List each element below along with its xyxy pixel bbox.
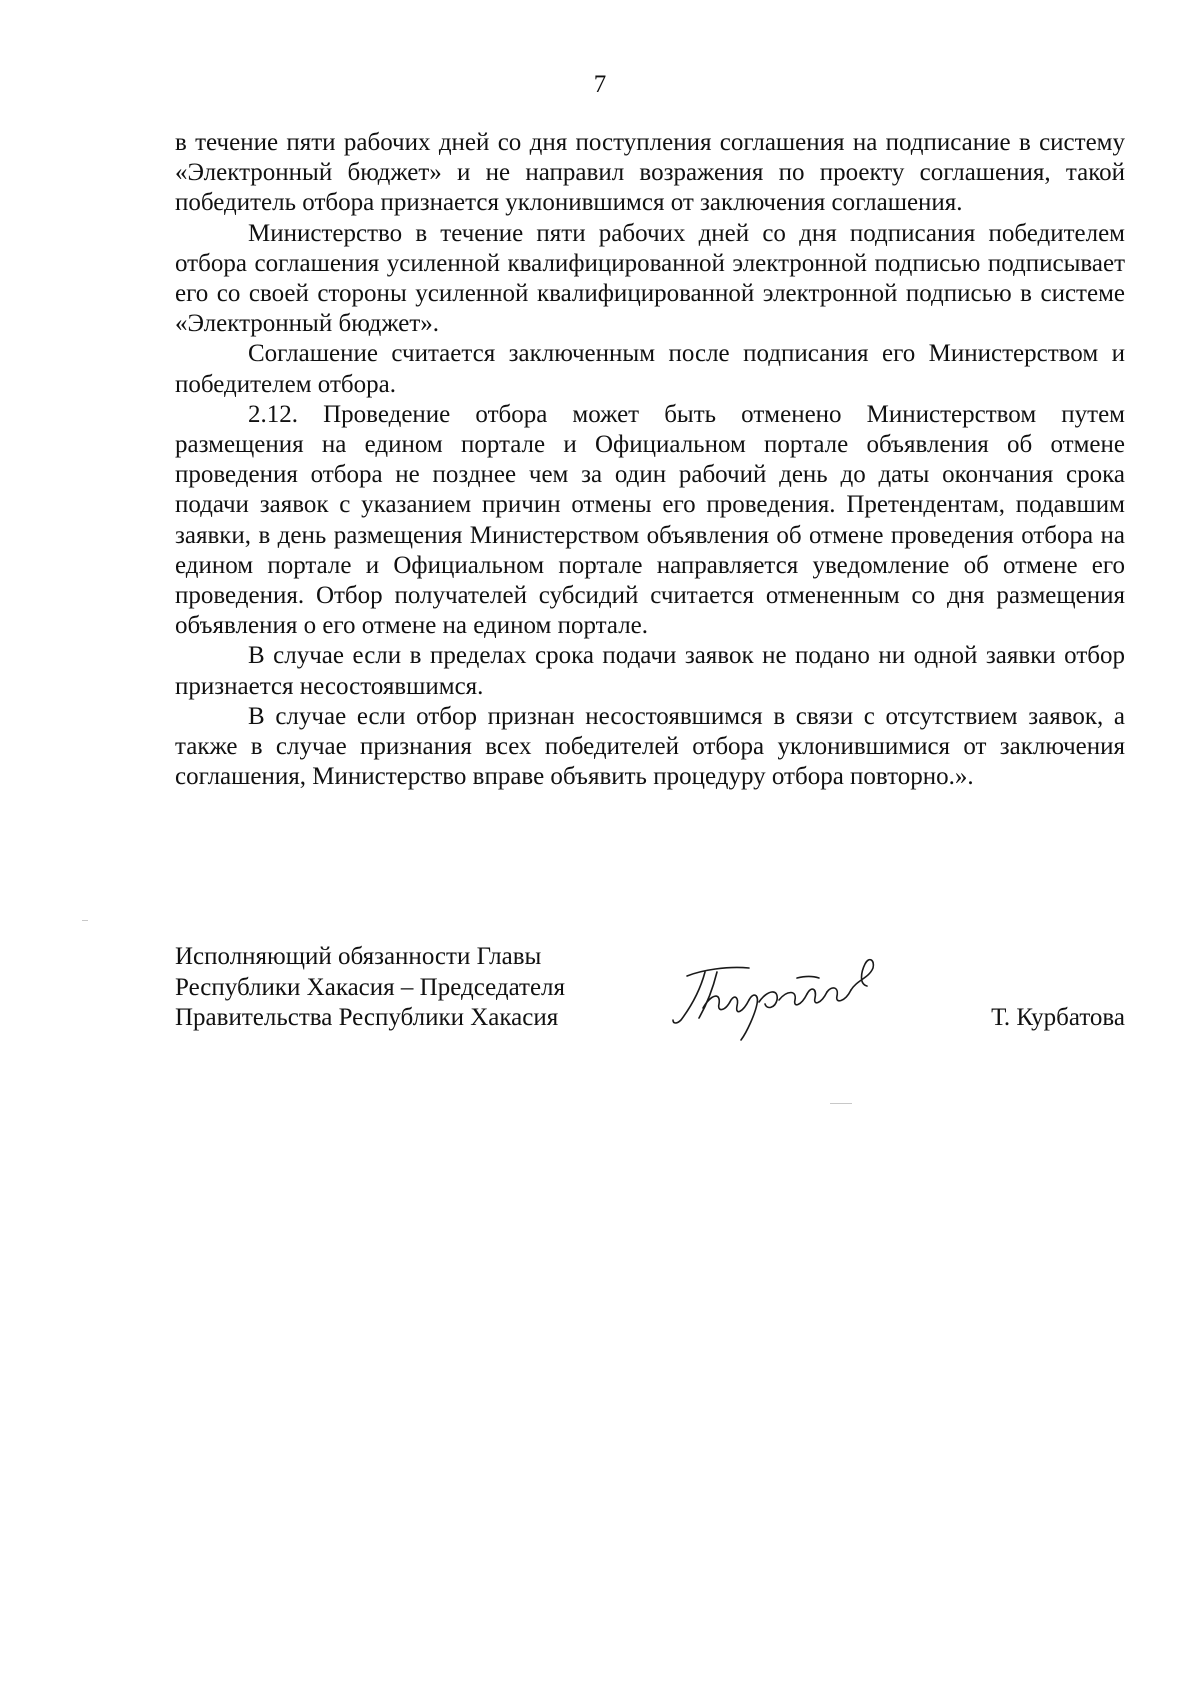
paragraph-agreement-concluded: Соглашение считается заключенным после подписания его Министерством и победителем отбора. bbox=[175, 340, 1125, 398]
signatory-title-line: Правительства Республики Хакасия bbox=[175, 1004, 559, 1031]
signature-block bbox=[175, 942, 1125, 1072]
signatory-title bbox=[175, 942, 615, 1034]
document-body bbox=[175, 128, 1125, 792]
signatory-name: Т. Курбатова bbox=[991, 1004, 1125, 1031]
signatory-title-line: Республики Хакасия – Председателя bbox=[175, 973, 566, 1001]
page-number: 7 bbox=[593, 71, 607, 98]
paragraph-ministry-signing: Министерство в течение пяти рабочих дней со дня подписания победителем отбора соглашения усиленной квалифицированной электронной подписью подписывает его со своей стороны усиленной квалифицированной электронной подписью в системе «Электронный бюджет». bbox=[175, 219, 1125, 338]
paragraph-repeat-selection: В случае если отбор признан несостоявшимся в связи с отсутствием заявок, а также в случае признания всех победителей отбора уклонившимися от заключения соглашения, Министерство вправе объявить процедуру отбора повторно.». bbox=[175, 702, 1125, 791]
scan-artifact bbox=[82, 920, 88, 921]
paragraph-continuation: в течение пяти рабочих дней со дня поступления соглашения на подписание в систему «Электронный бюджет» и не направил возражения по проекту соглашения, такой победитель отбора признается уклонившимся от заключения соглашения. bbox=[175, 129, 1125, 217]
paragraph-no-applications: В случае если в пределах срока подачи заявок не подано ни одной заявки отбор признается несостоявшимся. bbox=[175, 642, 1125, 700]
paragraph-2-12-cancellation: 2.12. Проведение отбора может быть отменено Министерством путем размещения на едином портале и Официальном портале объявления об отмене проведения отбора не позднее чем за один рабочий день до даты окончания срока подачи заявок с указанием причин отмены его проведения. Претендентам, подавшим заявки, в день размещения Министерством объявления об отмене проведения отбора на едином портале и Официальном портале направляется уведомление об отмене его проведения. Отбор получателей субсидий считается отмененным со дня размещения объявления о его отмене на едином портале. bbox=[175, 400, 1125, 640]
signatory-title-line: Исполняющий обязанности Главы bbox=[175, 943, 542, 970]
scan-artifact bbox=[830, 1103, 852, 1104]
handwritten-signature bbox=[647, 942, 907, 1042]
